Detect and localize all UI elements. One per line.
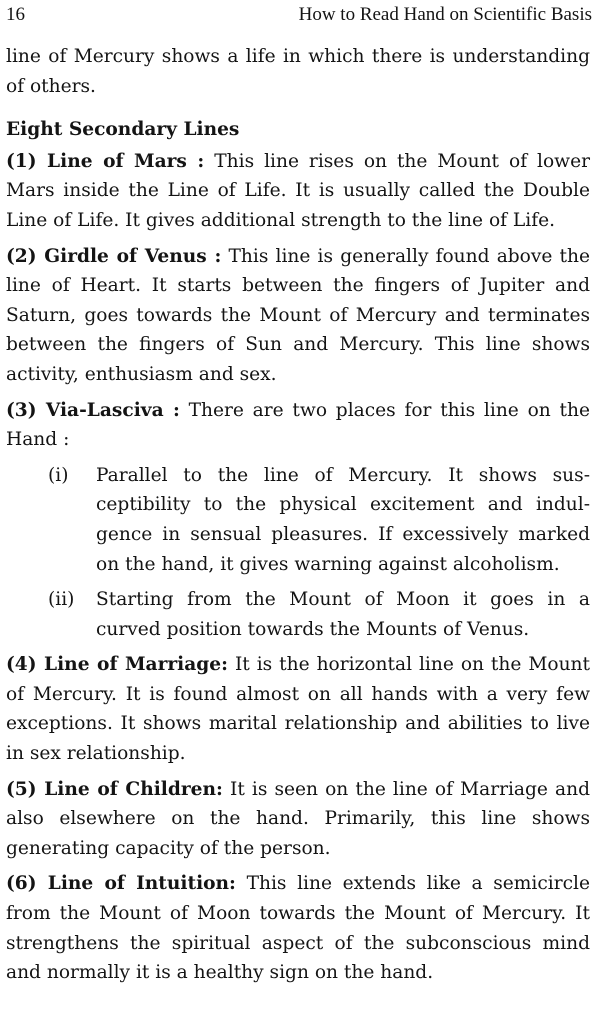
book-title: How to Read Hand on Scientific Basis	[298, 4, 592, 25]
entry-via-lasciva	[6, 396, 590, 455]
entry-text: It is seen on the line of Marriage and also elsewhere on the hand. Primarily, this line shows generating capacity of the person.	[6, 778, 590, 859]
running-head	[6, 2, 592, 28]
entry-term: (6) Line of Intuition:	[6, 873, 236, 895]
entry-girdle-of-venus	[6, 242, 590, 390]
list-item	[6, 585, 590, 644]
entry-term: (2) Girdle of Venus :	[6, 245, 222, 267]
page-number: 16	[6, 4, 25, 25]
entry-line-of-children	[6, 775, 590, 864]
entry-text: It is the horizontal line on the Mount of Mercury. It is found almost on all hands with a very few exceptions. It shows marital relationship and abilities to live in sex relationship.	[6, 654, 590, 765]
entry-line-of-mars	[6, 147, 590, 236]
via-lasciva-places-list	[6, 461, 590, 645]
opening-paragraph: line of Mercury shows a life in which there is understanding of others.	[6, 46, 590, 97]
entry-term: (1) Line of Mars :	[6, 150, 205, 172]
entry-term: (4) Line of Marriage:	[6, 654, 228, 676]
list-marker: (i)	[48, 464, 69, 486]
list-item-text: Parallel to the line of Mercury. It shows susceptibility to the physical excitement and indulgence in sensual pleasures. If excessively marked on the hand, it gives warning against alcoholism.	[96, 464, 590, 575]
entry-term: (5) Line of Children:	[6, 778, 223, 800]
list-marker: (ii)	[48, 589, 75, 611]
list-item	[6, 461, 590, 579]
entry-line-of-intuition	[6, 869, 590, 987]
page-body	[6, 42, 590, 994]
entry-line-of-marriage	[6, 650, 590, 768]
section-heading: Eight Secondary Lines	[6, 119, 240, 141]
entry-text: There are two places for this line on the Hand :	[6, 399, 590, 451]
entry-term: (3) Via-Lasciva :	[6, 399, 180, 421]
entry-text: This line rises on the Mount of lower Mars inside the Line of Life. It is usually called the Double Line of Life. It gives additional strength to the line of Life.	[6, 150, 590, 231]
entry-text: This line is generally found above the line of Heart. It starts between the fingers of Jupiter and Saturn, goes towards the Mount of Mercury and terminates between the fingers of Sun and Mercury. This line shows activity, enthusiasm and sex.	[6, 245, 590, 385]
entry-text: This line extends like a semicircle from the Mount of Moon towards the Mount of Mercury. It strengthens the spiritual aspect of the subconscious mind and normally it is a healthy sign on the hand.	[6, 873, 590, 984]
list-item-text: Starting from the Mount of Moon it goes in a curved position towards the Mounts of Venus.	[96, 589, 590, 640]
